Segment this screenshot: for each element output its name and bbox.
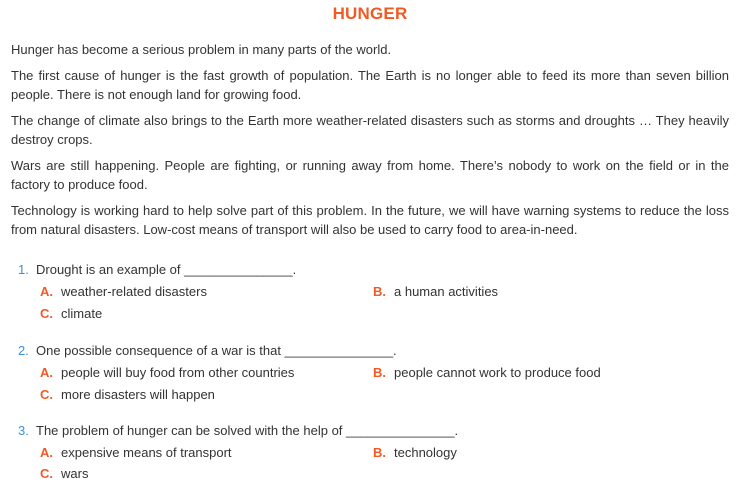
passage-paragraph: Wars are still happening. People are fighting, or running away from home. There’s nobody to work on the field or in the factory to produce food.	[11, 158, 729, 192]
question-text: One possible consequence of a war is that _______________.	[36, 343, 397, 358]
option-b[interactable]	[373, 444, 457, 462]
option-b[interactable]	[373, 283, 498, 301]
question-stem	[18, 261, 718, 279]
question-stem	[18, 422, 718, 440]
option-letter: B.	[373, 365, 386, 380]
option-letter: B.	[373, 445, 386, 460]
option-letter: C.	[40, 306, 53, 321]
question-text: Drought is an example of _______________.	[36, 262, 297, 277]
option-a[interactable]	[40, 283, 207, 301]
passage-paragraph: The change of climate also brings to the Earth more weather-related disasters such as storms and droughts … They heavily destroy crops.	[11, 113, 729, 147]
question-number: 1.	[18, 262, 29, 277]
passage-paragraph: The first cause of hunger is the fast growth of population. The Earth is no longer able to feed its more than seven billion people. There is not enough land for growing food.	[11, 68, 729, 102]
question-3	[18, 422, 718, 481]
option-text: technology	[394, 445, 457, 460]
option-text: people will buy food from other countries	[61, 365, 295, 380]
option-text: a human activities	[394, 284, 499, 299]
question-stem	[18, 342, 718, 360]
reading-passage	[11, 40, 729, 246]
option-letter: A.	[40, 284, 53, 299]
option-letter: C.	[40, 387, 53, 402]
passage-paragraph: Technology is working hard to help solve part of this problem. In the future, we will have warning systems to reduce the loss from natural disasters. Low-cost means of transport will also be used to carry food to area-in-need.	[11, 203, 729, 237]
option-text: more disasters will happen	[61, 387, 215, 402]
option-letter: A.	[40, 365, 53, 380]
question-number: 2.	[18, 343, 29, 358]
question-text: The problem of hunger can be solved with the help of _______________.	[36, 423, 459, 438]
option-c[interactable]	[40, 465, 88, 483]
option-c[interactable]	[40, 305, 102, 323]
question-number: 3.	[18, 423, 29, 438]
question-2	[18, 342, 718, 402]
question-1	[18, 261, 718, 321]
option-a[interactable]	[40, 444, 232, 462]
option-letter: C.	[40, 466, 53, 481]
option-text: people cannot work to produce food	[394, 365, 601, 380]
option-b[interactable]	[373, 364, 601, 382]
option-letter: B.	[373, 284, 386, 299]
option-c[interactable]	[40, 386, 215, 404]
option-text: expensive means of transport	[61, 445, 232, 460]
option-text: weather-related disasters	[61, 284, 207, 299]
option-letter: A.	[40, 445, 53, 460]
option-text: wars	[61, 466, 89, 481]
page-title: HUNGER	[332, 4, 408, 23]
passage-paragraph: Hunger has become a serious problem in many parts of the world.	[11, 42, 392, 57]
option-text: climate	[61, 306, 103, 321]
option-a[interactable]	[40, 364, 294, 382]
